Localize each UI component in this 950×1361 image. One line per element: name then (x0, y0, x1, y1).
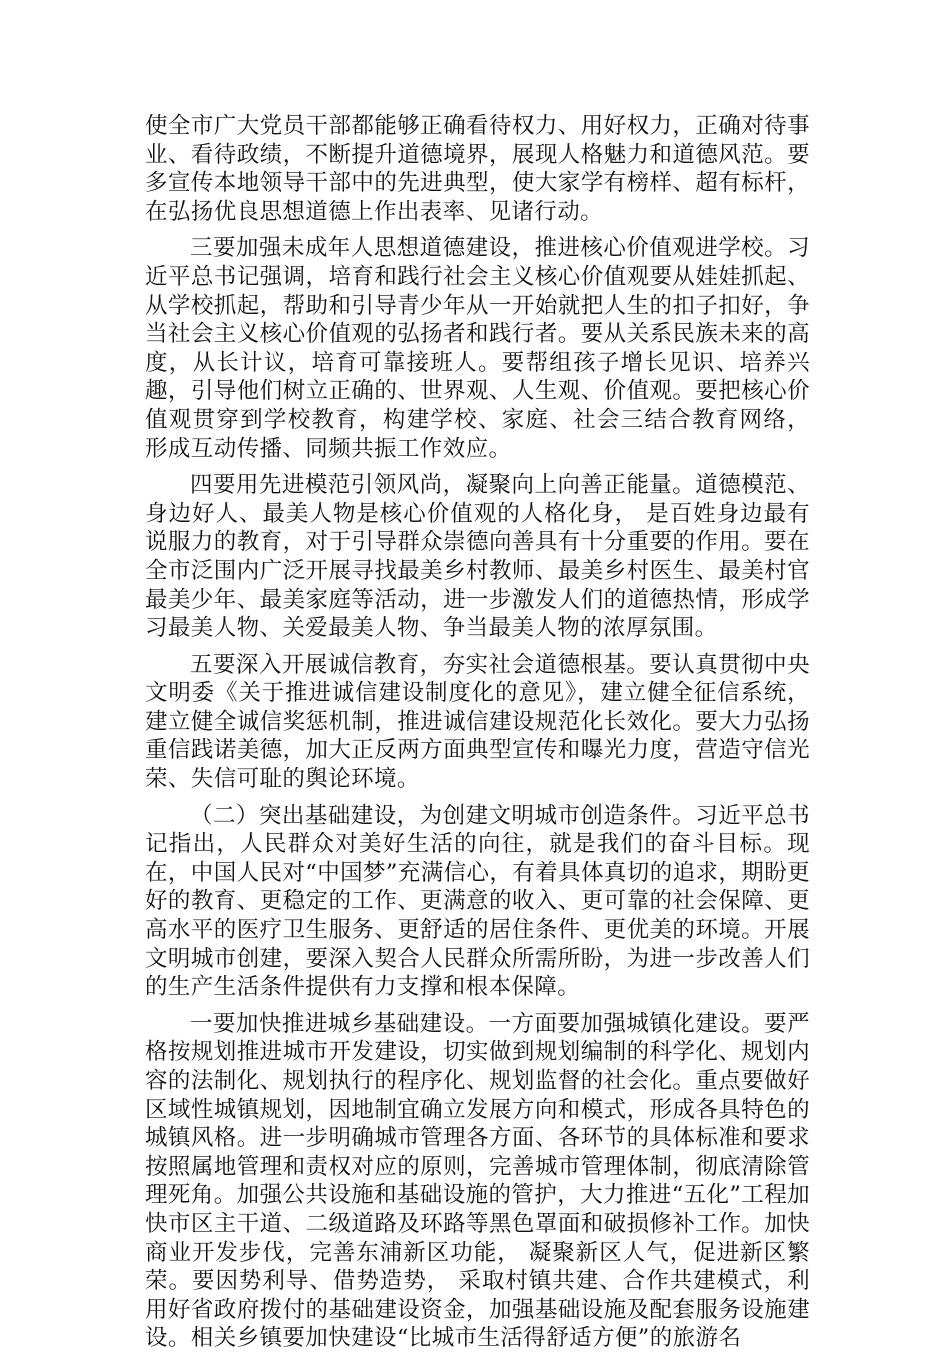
paragraph-infrastructure-section: （二）突出基础建设，为创建文明城市创造条件。习近平总书记指出，人民群众对美好生活的向往，就是我们的奋斗目标。现在，中国人民对“中国梦”充满信心，有着具体真切的追求，期盼更好的教育、更稳定的工作、更满意的收入、更可靠的社会保障、更高水平的医疗卫生服务、更舒适的居住条件、更优美的环境。开展文明城市创建，要深入契合人民群众所需所盼，为进一步改善人们的生产生活条件提供有力支撑和根本保障。 (145, 802, 811, 1001)
paragraph-role-models: 四要用先进模范引领风尚，凝聚向上向善正能量。道德模范、身边好人、最美人物是核心价值观的人格化身， 是百姓身边最有说服力的教育，对于引导群众崇德向善具有十分重要的作用。要在全市泛围内广泛开展寻找最美乡村教师、最美乡村医生、最美村官最美少年、最美家庭等活动，进一步激发人们的道德热情，形成学习最美人物、关爱最美人物、争当最美人物的浓厚氛围。 (145, 472, 810, 642)
paragraph-continuation: 使全市广大党员干部都能够正确看待权力、用好权力，正确对待事业、看待政绩，不断提升道德境界，展现人格魅力和道德风范。要多宣传本地领导干部中的先进典型，使大家学有榜样、超有标杆，在弘扬优良思想道德上作出表率、见诸行动。 (145, 113, 810, 225)
paragraph-minors-moral-education: 三要加强未成年人思想道德建设，推进核心价值观进学校。习近平总书记强调，培育和践行社会主义核心价值观要从娃娃抓起、从学校抓起，帮助和引导青少年从一开始就把人生的扣子扣好，争当社会主义核心价值观的弘扬者和践行者。要从关系民族未来的高度，从长计议，培育可靠接班人。要帮组孩子增长见识、培养兴趣，引导他们树立正确的、世界观、人生观、价值观。要把核心价值观贯穿到学校教育，构建学校、家庭、社会三结合教育网络， 形成互动传播、同频共振工作效应。 (145, 235, 810, 462)
paragraph-integrity-education: 五要深入开展诚信教育，夯实社会道德根基。要认真贯彻中央文明委《关于推进诚信建设制度化的意见》，建立健全征信系统，建立健全诚信奖惩机制，推进诚信建设规范化长效化。要大力弘扬重信践诺美德，加大正反两方面典型宣传和曝光力度，营造守信光荣、失信可耻的舆论环境。 (145, 651, 810, 793)
paragraph-urban-rural-construction: 一要加快推进城乡基础建设。一方面要加强城镇化建设。要严格按规划推进城市开发建设，切实做到规划编制的科学化、规划内容的法制化、规划执行的程序化、规划监督的社会化。重点要做好区域性城镇规划，因地制宜确立发展方向和模式，形成各具特色的城镇风格。进一步明确城市管理各方面、各环节的具体标准和要求按照属地管理和责权对应的原则，完善城市管理体制，彻底清除管理死角。加强公共设施和基础设施的管护，大力推进“五化”工程加快市区主干道、二级道路及环路等黑色罩面和破损修补工作。加快商业开发步伐，完善东浦新区功能， 凝聚新区人气，促进新区繁荣。要因势利导、借势造势， 采取村镇共建、合作共建模式，利用好省政府拨付的基础建设资金，加强基础设施及配套服务设施建设。相关乡镇要加快建设“比城市生活得舒适方便”的旅游名 (145, 1010, 811, 1352)
document-body (145, 112, 810, 1361)
